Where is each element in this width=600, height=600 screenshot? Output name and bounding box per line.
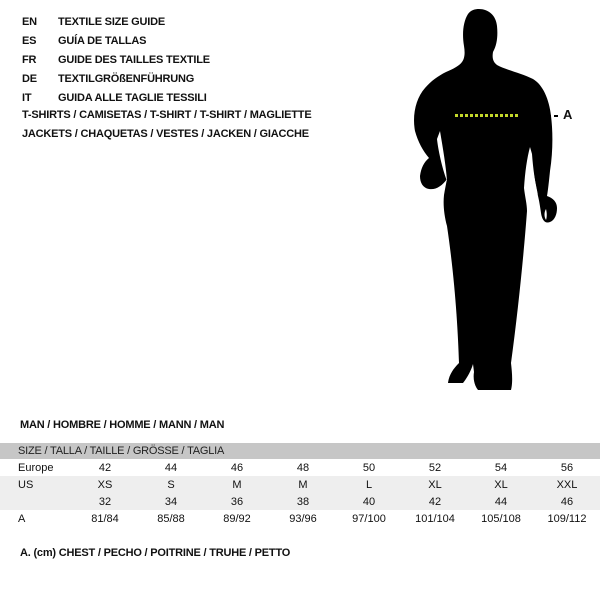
- table-cell: 97/100: [352, 512, 386, 525]
- lang-label: TEXTILGRÖßENFÜHRUNG: [58, 72, 195, 85]
- table-cell: 32: [98, 495, 112, 508]
- lang-label: TEXTILE SIZE GUIDE: [58, 16, 166, 29]
- table-cell: 52: [428, 461, 442, 474]
- table-cell: 50: [362, 461, 376, 474]
- size-table-header: SIZE / TALLA / TAILLE / GRÖSSE / TAGLIA: [0, 443, 600, 459]
- table-row-a-chest: [0, 510, 600, 527]
- chest-measure-dotted-line: [455, 114, 518, 117]
- table-cell: 44: [164, 461, 178, 474]
- table-cell: 54: [494, 461, 508, 474]
- table-cell: M: [232, 478, 242, 491]
- lang-row-it: [22, 88, 210, 107]
- table-cell: XL: [494, 478, 508, 491]
- table-cell: XS: [97, 478, 113, 491]
- measure-a-dashed-line: [540, 115, 559, 117]
- lang-code: FR: [22, 53, 37, 66]
- man-silhouette-path: [414, 9, 557, 390]
- section-title-man: MAN / HOMBRE / HOMME / MANN / MAN: [20, 419, 225, 431]
- lang-row-fr: [22, 51, 210, 70]
- lang-label: GUIDE DES TAILLES TEXTILE: [58, 53, 210, 66]
- table-cell: 85/88: [157, 512, 185, 525]
- table-cell: 81/84: [91, 512, 119, 525]
- table-cell: 34: [164, 495, 178, 508]
- row-label: US: [18, 478, 34, 491]
- size-table: [0, 443, 600, 527]
- table-cell: 44: [494, 495, 508, 508]
- table-cell: 48: [296, 461, 310, 474]
- table-cell: 105/108: [481, 512, 521, 525]
- table-cell: S: [167, 478, 175, 491]
- man-silhouette-figure: [405, 5, 575, 395]
- lang-code: ES: [22, 35, 37, 48]
- footnote-chest-measure: A. (cm) CHEST / PECHO / POITRINE / TRUHE / PETTO: [20, 547, 291, 559]
- lang-label: GUIDA ALLE TAGLIE TESSILI: [58, 91, 207, 104]
- lang-row-es: [22, 32, 210, 51]
- category-jackets: JACKETS / CHAQUETAS / VESTES / JACKEN / GIACCHE: [22, 127, 309, 140]
- lang-row-de: [22, 69, 210, 88]
- table-row-us: [0, 476, 600, 493]
- table-cell: XL: [428, 478, 442, 491]
- table-cell: L: [365, 478, 373, 491]
- measure-a-label: A: [563, 107, 573, 122]
- table-cell: 40: [362, 495, 376, 508]
- table-cell: 56: [560, 461, 574, 474]
- table-row-europe: [0, 459, 600, 476]
- lang-code: IT: [22, 91, 32, 104]
- row-label: A: [18, 512, 26, 525]
- table-cell: M: [298, 478, 308, 491]
- table-cell: 38: [296, 495, 310, 508]
- lang-label: GUÍA DE TALLAS: [58, 35, 147, 48]
- language-list: [22, 13, 210, 107]
- table-cell: XXL: [556, 478, 578, 491]
- lang-code: DE: [22, 72, 37, 85]
- table-row-uk-sizes: [0, 493, 600, 510]
- row-label: Europe: [18, 461, 54, 474]
- table-cell: 89/92: [223, 512, 251, 525]
- table-cell: 93/96: [289, 512, 317, 525]
- table-cell: 42: [428, 495, 442, 508]
- lang-row-en: [22, 13, 210, 32]
- lang-code: EN: [22, 16, 37, 29]
- table-cell: 46: [230, 461, 244, 474]
- table-cell: 101/104: [415, 512, 455, 525]
- table-cell: 46: [560, 495, 574, 508]
- category-tshirts: T-SHIRTS / CAMISETAS / T-SHIRT / T-SHIRT / MAGLIETTE: [22, 109, 312, 121]
- table-cell: 42: [98, 461, 112, 474]
- category-lines: [22, 106, 311, 143]
- table-cell: 109/112: [547, 512, 587, 525]
- table-cell: 36: [230, 495, 244, 508]
